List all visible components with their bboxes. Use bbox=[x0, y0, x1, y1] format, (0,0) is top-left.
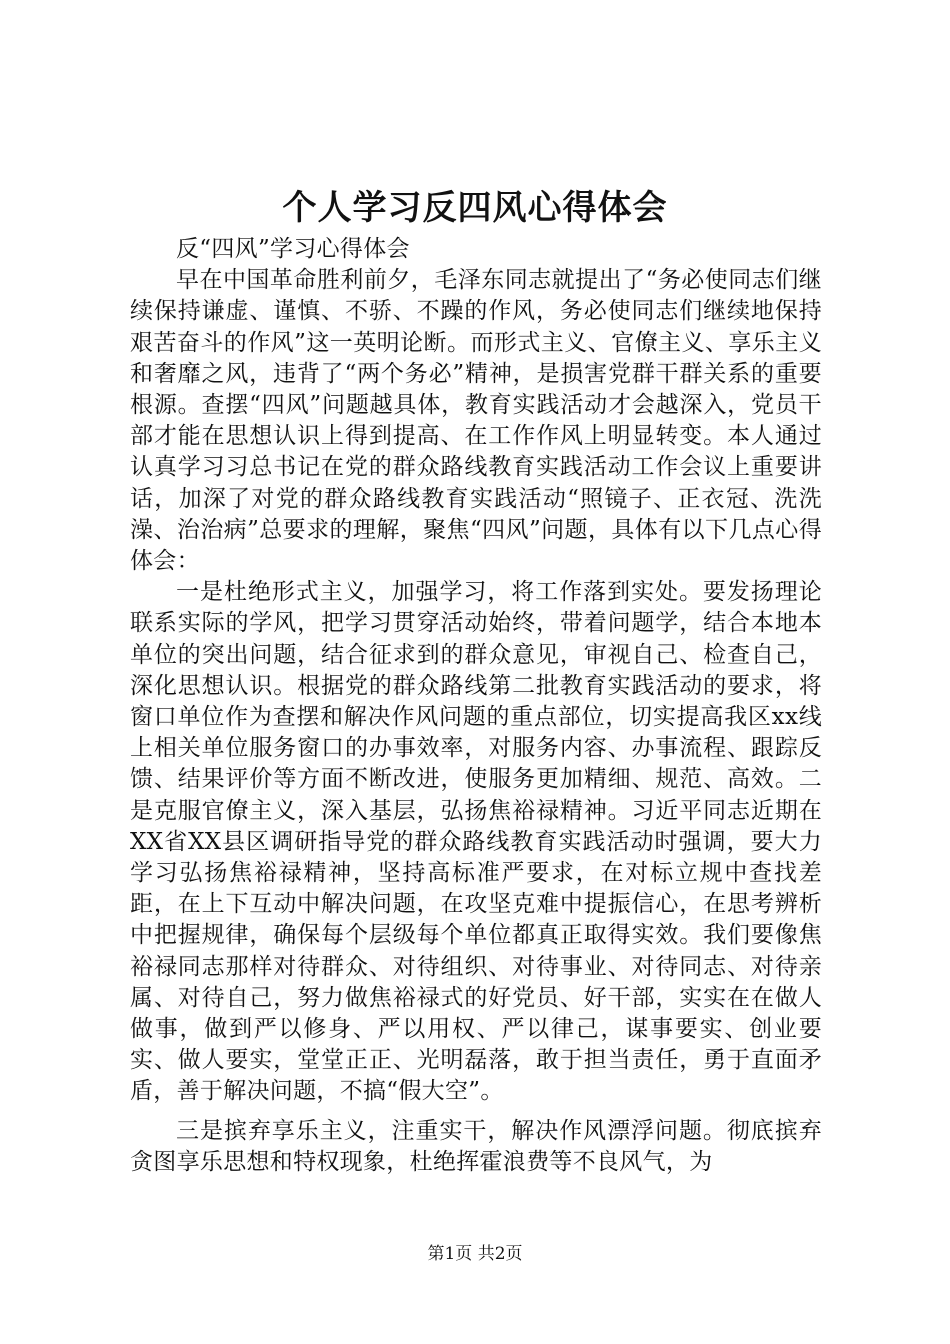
subtitle-paragraph: 反“四风”学习心得体会 bbox=[176, 236, 410, 262]
body-paragraph: 早在中国革命胜利前夕，毛泽东同志就提出了“务必使同志们继续保持谦虚、谨慎、不骄、不躁的作风，务必使同志们继续地保持艰苦奋斗的作风”这一英明论断。而形式主义、官僚主义、享乐主义和奢靡之风，违背了“两个务必”精神，是损害党群干群关系的重要根源。查摆“四风”问题越具体，教育实践活动才会越深入，党员干部才能在思想认识上得到提高、在工作作风上明显转变。本人通过认真学习习总书记在党的群众路线教育实践活动工作会议上重要讲话，加深了对党的群众路线教育实践活动“照镜子、正衣冠、洗洗澡、治治病”总要求的理解，聚焦“四风”问题，具体有以下几点心得体会： bbox=[130, 267, 822, 575]
page-footer: 第1页 共2页 bbox=[427, 1244, 523, 1264]
body-paragraph: 一是杜绝形式主义，加强学习，将工作落到实处。要发扬理论联系实际的学风，把学习贯穿活动始终，带着问题学，结合本地本单位的突出问题，结合征求到的群众意见，审视自己、检查自己，深化思想认识。根据党的群众路线第二批教育实践活动的要求，将窗口单位作为查摆和解决作风问题的重点部位，切实提高我区xx线上相关单位服务窗口的办事效率，对服务内容、办事流程、跟踪反馈、结果评价等方面不断改进，使服务更加精细、规范、高效。二是克服官僚主义，深入基层，弘扬焦裕禄精神。习近平同志近期在XX省XX县区调研指导党的群众路线教育实践活动时强调，要大力学习弘扬焦裕禄精神，坚持高标准严要求，在对标立规中查找差距，在上下互动中解决问题，在攻坚克难中提振信心，在思考辨析中把握规律，确保每个层级每个单位都真正取得实效。我们要像焦裕禄同志那样对待群众、对待组织、对待事业、对待同志、对待亲属、对待自己，努力做焦裕禄式的好党员、好干部，实实在在做人做事，做到严以修身、严以用权、严以律己，谋事要实、创业要实、做人要实，堂堂正正、光明磊落，敢于担当责任，勇于直面矛盾，善于解决问题，不搞“假大空”。 bbox=[130, 579, 822, 1105]
body-paragraph: 三是摈弃享乐主义，注重实干，解决作风漂浮问题。彻底摈弃贪图享乐思想和特权现象，杜绝挥霍浪费等不良风气，为 bbox=[130, 1117, 822, 1175]
document-title: 个人学习反四风心得体会 bbox=[282, 188, 668, 228]
document-body bbox=[130, 234, 822, 1178]
